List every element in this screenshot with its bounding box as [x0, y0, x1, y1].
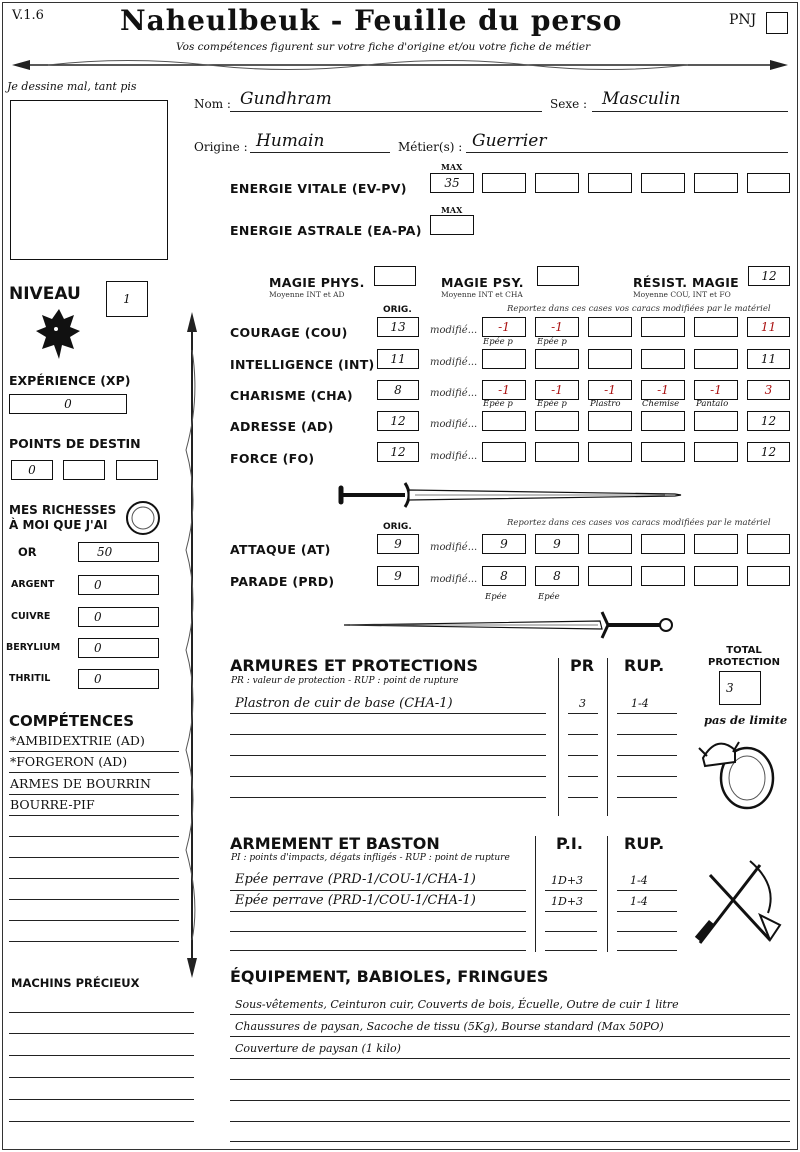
- courage-mod-2-value: -1: [551, 320, 563, 334]
- equipement-title: ÉQUIPEMENT, BABIOLES, FRINGUES: [230, 967, 549, 986]
- arme-rup-line: [617, 890, 677, 891]
- magie-psy-label: MAGIE PSY.: [441, 275, 524, 290]
- equipement-line: [230, 1036, 790, 1037]
- armure-line: [230, 713, 546, 714]
- equipement-line: [230, 1100, 790, 1101]
- destin-label: POINTS DE DESTIN: [9, 436, 141, 451]
- parade-mod-3[interactable]: [588, 566, 632, 586]
- intelligence-mod-3[interactable]: [588, 349, 632, 369]
- ev-max-label: MAX: [441, 162, 463, 172]
- intelligence-mod-label: modifié...: [430, 357, 478, 368]
- parade-mod-label: modifié...: [430, 574, 478, 585]
- intelligence-mod-4[interactable]: [641, 349, 685, 369]
- armure-line: [230, 776, 546, 777]
- force-final-value: 12: [760, 445, 777, 459]
- force-orig-box[interactable]: [377, 442, 419, 462]
- arme-pi-line: [545, 931, 597, 932]
- armures-note: PR : valeur de protection - RUP : point de rupture: [231, 676, 459, 686]
- courage-mod-3[interactable]: [588, 317, 632, 337]
- helmet-shield-icon: [695, 728, 780, 813]
- attaque-mod-2[interactable]: [535, 534, 579, 554]
- force-mod-2[interactable]: [535, 442, 579, 462]
- metier-line: [466, 152, 788, 153]
- coin-argent-value: 0: [94, 578, 102, 592]
- force-mod-1[interactable]: [482, 442, 526, 462]
- parade-mod-2[interactable]: [535, 566, 579, 586]
- coin-argent-label: ARGENT: [11, 579, 55, 590]
- equipement-item-2[interactable]: Chaussures de paysan, Sacoche de tissu (5Kg), Bourse standard (Max 50PO): [235, 1020, 664, 1033]
- equipement-line: [230, 1121, 790, 1122]
- adresse-mod-3[interactable]: [588, 411, 632, 431]
- arme-rup-line: [617, 931, 677, 932]
- arme-rup-line: [617, 950, 677, 951]
- adresse-mod-4[interactable]: [641, 411, 685, 431]
- armure-line: [230, 797, 546, 798]
- charisme-orig: 8: [394, 383, 402, 397]
- attaque-mod-label: modifié...: [430, 542, 478, 553]
- magie-psy-note: Moyenne INT et CHA: [441, 290, 523, 299]
- armement-divider-1: [535, 836, 536, 952]
- machins-line: [9, 1099, 194, 1100]
- ev-box-6[interactable]: [747, 173, 790, 193]
- destin-value-1: 0: [28, 463, 36, 477]
- force-label: FORCE (FO): [230, 451, 315, 466]
- ev-box-5[interactable]: [694, 173, 738, 193]
- arme-line: [230, 950, 526, 951]
- courage-final[interactable]: [747, 317, 790, 337]
- parade-mod-4[interactable]: [641, 566, 685, 586]
- machins-line: [9, 1012, 194, 1013]
- arme-2-name[interactable]: Epée perrave (PRD-1/COU-1/CHA-1): [235, 893, 476, 908]
- armure-pr-line: [568, 776, 598, 777]
- magie-psy-box[interactable]: [537, 266, 579, 286]
- coin-cuivre-value: 0: [94, 610, 102, 624]
- force-mod-label: modifié...: [430, 451, 478, 462]
- pas-de-limite: pas de limite: [704, 713, 788, 727]
- equipement-item-3[interactable]: Couverture de paysan (1 kilo): [235, 1042, 401, 1055]
- machins-line: [9, 1055, 194, 1056]
- xp-label: EXPÉRIENCE (XP): [9, 373, 131, 388]
- arme-rup-line: [617, 911, 677, 912]
- attaque-mod-2-value: 9: [553, 537, 561, 551]
- charisme-orig-box[interactable]: [377, 380, 419, 400]
- nom-value[interactable]: Gundhram: [240, 89, 332, 109]
- courage-mod-label: modifié...: [430, 325, 478, 336]
- weapons-icon: [690, 855, 785, 950]
- competence-line: [9, 899, 179, 900]
- competence-line: [9, 751, 179, 752]
- ev-label: ENERGIE VITALE (EV-PV): [230, 181, 407, 196]
- xp-value: 0: [64, 397, 72, 411]
- machins-line: [9, 1121, 194, 1122]
- niveau-box[interactable]: [106, 281, 148, 317]
- attaque-mod-3[interactable]: [588, 534, 632, 554]
- coin-berylium-label: BERYLIUM: [6, 642, 61, 653]
- charisme-note-5: Pantalo: [696, 399, 729, 409]
- attaque-mod-1[interactable]: [482, 534, 526, 554]
- armure-pr-line: [568, 755, 598, 756]
- destin-box-2[interactable]: [63, 460, 105, 480]
- competence-line: [9, 836, 179, 837]
- competence-line: [9, 920, 179, 921]
- total-protection-value: 3: [726, 681, 734, 695]
- armure-pr-line: [568, 797, 598, 798]
- resist-magie-box[interactable]: [748, 266, 790, 286]
- attaque-label: ATTAQUE (AT): [230, 542, 331, 557]
- force-final[interactable]: [747, 442, 790, 462]
- arme-1-pi[interactable]: 1D+3: [551, 874, 584, 887]
- armure-pr-line: [568, 713, 598, 714]
- nom-line: [230, 111, 542, 112]
- intelligence-orig-box[interactable]: [377, 349, 419, 369]
- machins-line: [9, 1033, 194, 1034]
- charisme-label: CHARISME (CHA): [230, 388, 353, 403]
- competence-4[interactable]: BOURRE-PIF: [10, 797, 95, 812]
- ev-max-box[interactable]: [430, 173, 474, 193]
- metier-label: Métier(s) :: [398, 140, 463, 154]
- combat-report-note: Reportez dans ces cases vos caracs modifiées par le matériel: [507, 518, 771, 528]
- resist-magie-value: 12: [761, 269, 777, 283]
- charisme-final[interactable]: [747, 380, 790, 400]
- competences-label: COMPÉTENCES: [9, 712, 135, 730]
- niveau-value: 1: [123, 292, 131, 306]
- coin-cuivre-label: CUIVRE: [11, 611, 51, 622]
- parade-orig-box[interactable]: [377, 566, 419, 586]
- stats-orig-label: ORIG.: [383, 305, 412, 315]
- pnj-checkbox[interactable]: [766, 12, 788, 34]
- force-mod-5[interactable]: [694, 442, 738, 462]
- spear-vertical-icon: [180, 310, 204, 980]
- equipement-item-1[interactable]: Sous-vêtements, Ceinturon cuir, Couverts de bois, Écuelle, Outre de cuir 1 litre: [235, 998, 679, 1011]
- courage-note-1: Epée p: [483, 337, 513, 347]
- armures-divider-1: [558, 658, 559, 816]
- intelligence-final[interactable]: [747, 349, 790, 369]
- adresse-mod-2[interactable]: [535, 411, 579, 431]
- total-protection-label-1: TOTAL: [726, 645, 762, 656]
- adresse-label: ADRESSE (AD): [230, 419, 334, 434]
- arme-1-rup[interactable]: 1-4: [630, 874, 648, 887]
- equipement-line: [230, 1079, 790, 1080]
- competence-2[interactable]: *FORGERON (AD): [10, 754, 128, 769]
- magie-phys-note: Moyenne INT et AD: [269, 290, 345, 299]
- courage-orig-box[interactable]: [377, 317, 419, 337]
- courage-label: COURAGE (COU): [230, 325, 348, 340]
- armement-pi-header: P.I.: [556, 834, 583, 853]
- charisme-mod-1-value: -1: [498, 383, 510, 397]
- destin-box-3[interactable]: [116, 460, 158, 480]
- attaque-orig: 9: [394, 537, 402, 551]
- courage-mod-4[interactable]: [641, 317, 685, 337]
- adresse-orig: 12: [390, 414, 406, 428]
- courage-mod-5[interactable]: [694, 317, 738, 337]
- portrait-caption: Je dessine mal, tant pis: [7, 80, 137, 93]
- coin-thritil-box[interactable]: [78, 669, 159, 689]
- resist-magie-label: RÉSIST. MAGIE: [633, 275, 740, 290]
- richesses-label-1: MES RICHESSES: [9, 503, 117, 517]
- arme-pi-line: [545, 911, 597, 912]
- origine-value[interactable]: Humain: [256, 131, 325, 151]
- intelligence-mod-5[interactable]: [694, 349, 738, 369]
- combat-note-1: Epée: [485, 592, 507, 602]
- ea-label: ENERGIE ASTRALE (EA-PA): [230, 223, 422, 238]
- charisme-mod-3-value: -1: [604, 383, 616, 397]
- coin-or-box[interactable]: [78, 542, 159, 562]
- parade-mod-5[interactable]: [694, 566, 738, 586]
- coin-berylium-box[interactable]: [78, 638, 159, 658]
- magie-phys-box[interactable]: [374, 266, 416, 286]
- ea-max-label: MAX: [441, 205, 463, 215]
- charisme-mod-2-value: -1: [551, 383, 563, 397]
- dragon-icon: [34, 305, 84, 363]
- coin-argent-box[interactable]: [78, 575, 159, 595]
- arme-2-pi[interactable]: 1D+3: [551, 895, 584, 908]
- attaque-mod-5[interactable]: [694, 534, 738, 554]
- arme-line: [230, 911, 526, 912]
- adresse-final[interactable]: [747, 411, 790, 431]
- arme-1-name[interactable]: Epée perrave (PRD-1/COU-1/CHA-1): [235, 872, 476, 887]
- parade-orig: 9: [394, 569, 402, 583]
- armement-note: PI : points d'impacts, dégats infligés - RUP : point de rupture: [231, 853, 510, 863]
- charisme-mod-2[interactable]: [535, 380, 579, 400]
- coin-thritil-label: THRITIL: [9, 673, 51, 684]
- armures-divider-2: [607, 658, 608, 816]
- sexe-value[interactable]: Masculin: [602, 89, 681, 109]
- xp-box[interactable]: [9, 394, 127, 414]
- magie-phys-label: MAGIE PHYS.: [269, 275, 365, 290]
- armure-line: [230, 734, 546, 735]
- ev-box-4[interactable]: [641, 173, 685, 193]
- courage-mod-1[interactable]: [482, 317, 526, 337]
- courage-mod-1-value: -1: [498, 320, 510, 334]
- attaque-mod-4[interactable]: [641, 534, 685, 554]
- machins-label: MACHINS PRÉCIEUX: [11, 976, 140, 990]
- sheet-title: Naheulbeuk - Feuille du perso: [120, 4, 623, 37]
- force-mod-4[interactable]: [641, 442, 685, 462]
- arme-line: [230, 931, 526, 932]
- sword-divider-icon-2: [340, 608, 680, 642]
- sexe-line: [592, 111, 788, 112]
- intelligence-final-value: 11: [760, 352, 777, 366]
- armure-rup-line: [617, 713, 677, 714]
- machins-line: [9, 1077, 194, 1078]
- armure-rup-line: [617, 734, 677, 735]
- coin-or-value: 50: [97, 545, 113, 559]
- charisme-note-3: Plastro: [590, 399, 621, 409]
- arme-line: [230, 890, 526, 891]
- courage-note-2: Epée p: [537, 337, 567, 347]
- adresse-orig-box[interactable]: [377, 411, 419, 431]
- force-orig: 12: [390, 445, 406, 459]
- armure-rup-line: [617, 797, 677, 798]
- armement-rup-header: RUP.: [624, 834, 665, 853]
- portrait-box[interactable]: [10, 100, 168, 260]
- equipement-line: [230, 1141, 790, 1142]
- adresse-mod-5[interactable]: [694, 411, 738, 431]
- armure-1-rup[interactable]: 1-4: [631, 697, 649, 710]
- armure-pr-line: [568, 734, 598, 735]
- coin-or-label: OR: [18, 545, 37, 559]
- intelligence-mod-2[interactable]: [535, 349, 579, 369]
- armure-rup-line: [617, 755, 677, 756]
- charisme-note-2: Epée p: [537, 399, 567, 409]
- charisme-mod-3[interactable]: [588, 380, 632, 400]
- armures-pr-header: PR: [570, 656, 595, 675]
- parade-mod-2-value: 8: [553, 569, 561, 583]
- spear-divider-icon: [8, 54, 792, 76]
- charisme-mod-5[interactable]: [694, 380, 738, 400]
- courage-mod-2[interactable]: [535, 317, 579, 337]
- version-label: V.1.6: [12, 8, 44, 23]
- sheet-subtitle: Vos compétences figurent sur votre fiche d'origine et/ou votre fiche de métier: [176, 41, 591, 53]
- charisme-mod-5-value: -1: [710, 383, 722, 397]
- charisme-note-1: Epée p: [483, 399, 513, 409]
- competence-line: [9, 772, 179, 773]
- ev-box-2[interactable]: [535, 173, 579, 193]
- parade-mod-1-value: 8: [500, 569, 508, 583]
- ev-box-1[interactable]: [482, 173, 526, 193]
- attaque-mod-1-value: 9: [500, 537, 508, 551]
- intelligence-mod-1[interactable]: [482, 349, 526, 369]
- adresse-mod-1[interactable]: [482, 411, 526, 431]
- destin-box-1[interactable]: [11, 460, 53, 480]
- coin-cuivre-box[interactable]: [78, 607, 159, 627]
- intelligence-orig: 11: [390, 352, 406, 366]
- competence-line: [9, 857, 179, 858]
- charisme-note-4: Chemise: [642, 399, 680, 409]
- attaque-orig-box[interactable]: [377, 534, 419, 554]
- force-mod-3[interactable]: [588, 442, 632, 462]
- pnj-label: PNJ: [729, 12, 757, 28]
- equipement-line: [230, 1014, 790, 1015]
- ev-value: 35: [444, 176, 460, 190]
- armures-rup-header: RUP.: [624, 656, 665, 675]
- sword-divider-icon: [335, 478, 685, 512]
- stats-report-note: Reportez dans ces cases vos caracs modifiées par le matériel: [507, 304, 771, 314]
- competence-1[interactable]: *AMBIDEXTRIE (AD): [10, 733, 145, 748]
- total-protection-label-2: PROTECTION: [708, 657, 780, 668]
- competence-line: [9, 815, 179, 816]
- armement-title: ARMEMENT ET BASTON: [230, 834, 440, 853]
- richesses-label-2: À MOI QUE J'AI: [9, 518, 108, 532]
- adresse-final-value: 12: [760, 414, 777, 428]
- origine-label: Origine :: [194, 140, 248, 154]
- attaque-final[interactable]: [747, 534, 790, 554]
- coin-thritil-value: 0: [94, 672, 102, 686]
- combat-note-2: Epée: [538, 592, 560, 602]
- arme-pi-line: [545, 950, 597, 951]
- armure-1-pr[interactable]: 3: [579, 697, 586, 710]
- coin-berylium-value: 0: [94, 641, 102, 655]
- combat-orig-label: ORIG.: [383, 522, 412, 532]
- courage-orig: 13: [390, 320, 406, 334]
- charisme-mod-4[interactable]: [641, 380, 685, 400]
- intelligence-label: INTELLIGENCE (INT): [230, 357, 375, 372]
- parade-final[interactable]: [747, 566, 790, 586]
- total-protection-label: [702, 645, 786, 669]
- adresse-mod-label: modifié...: [430, 419, 478, 430]
- niveau-label: NIVEAU: [9, 284, 81, 304]
- ea-max-box[interactable]: [430, 215, 474, 235]
- arme-pi-line: [545, 890, 597, 891]
- charisme-mod-4-value: -1: [657, 383, 669, 397]
- competence-line: [9, 941, 179, 942]
- origine-line: [250, 152, 390, 153]
- nom-label: Nom :: [194, 97, 231, 111]
- ev-box-3[interactable]: [588, 173, 632, 193]
- charisme-mod-1[interactable]: [482, 380, 526, 400]
- charisme-mod-label: modifié...: [430, 388, 478, 399]
- armures-title: ARMURES ET PROTECTIONS: [230, 656, 478, 675]
- armure-rup-line: [617, 776, 677, 777]
- armure-line: [230, 755, 546, 756]
- arme-2-rup[interactable]: 1-4: [630, 895, 648, 908]
- armure-1-name[interactable]: Plastron de cuir de base (CHA-1): [235, 696, 453, 711]
- total-protection-box[interactable]: [719, 671, 761, 705]
- metier-value[interactable]: Guerrier: [472, 131, 547, 151]
- charisme-final-value: 3: [764, 383, 773, 397]
- competence-line: [9, 794, 179, 795]
- sexe-label: Sexe :: [550, 97, 588, 111]
- courage-final-value: 11: [760, 320, 777, 334]
- parade-mod-1[interactable]: [482, 566, 526, 586]
- coin-icon: [125, 500, 161, 536]
- competence-3[interactable]: ARMES DE BOURRIN: [10, 776, 151, 791]
- equipement-line: [230, 1058, 790, 1059]
- resist-magie-note: Moyenne COU, INT et FO: [633, 290, 731, 299]
- armement-divider-2: [607, 836, 608, 952]
- parade-label: PARADE (PRD): [230, 574, 335, 589]
- competence-line: [9, 878, 179, 879]
